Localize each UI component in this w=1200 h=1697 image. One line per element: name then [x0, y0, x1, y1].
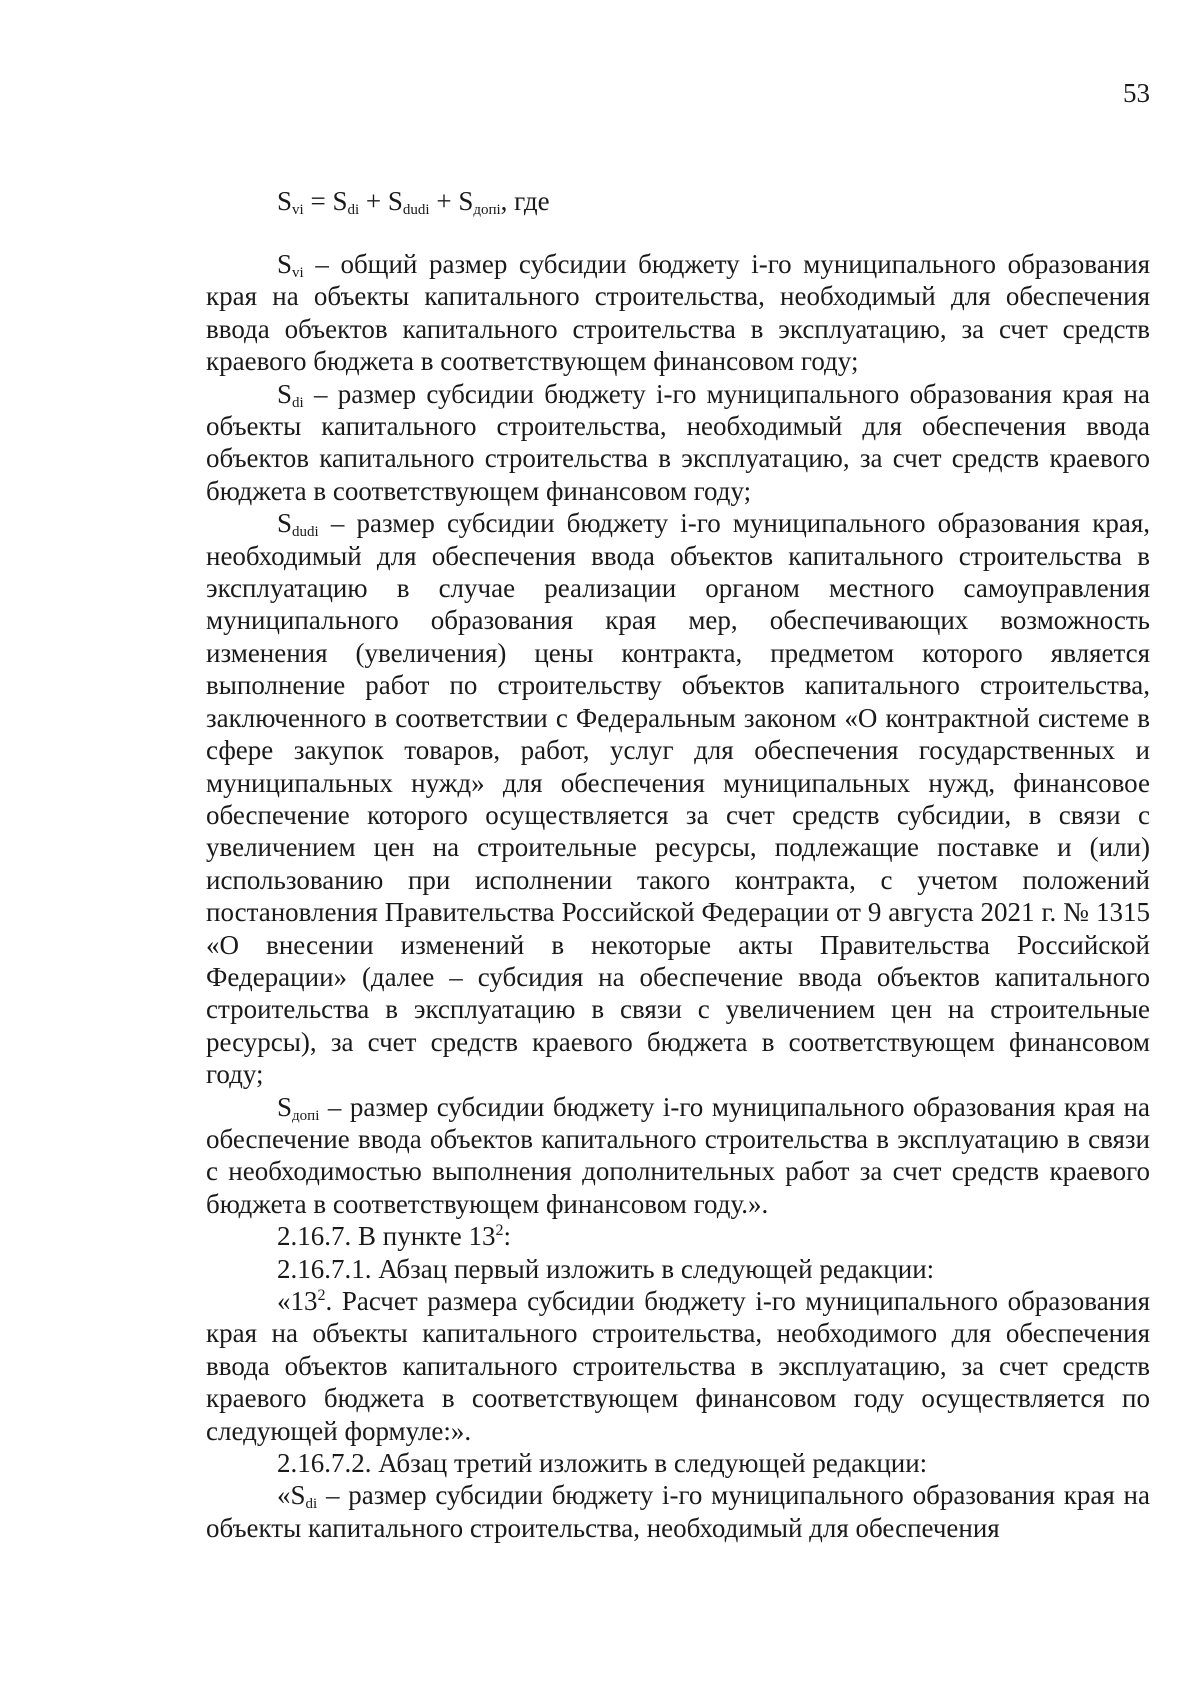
quote-text: . Расчет размера субсидии бюджету i-го муниципального образования края на объекты капитального строительства, необходимого для обеспечения ввода объектов капитального строительства в эксплуатацию, за счет средств краевого бюджета в соответствующем финансовом году осуществляется по следующей формуле:».	[206, 1286, 1150, 1446]
definition-symbol: S	[277, 378, 293, 409]
formula-tail: , где	[500, 186, 550, 216]
item-2-16-7-1	[206, 1253, 1150, 1285]
formula-term-2-subscript: dudi	[402, 202, 430, 218]
item-text: 2.16.7.1. Абзац первый изложить в следующей редакции:	[277, 1253, 935, 1284]
definition-svi	[206, 248, 1150, 378]
formula-plus-1: +	[359, 186, 388, 216]
formula-lhs: S	[277, 186, 293, 216]
page-number: 53	[1123, 78, 1150, 108]
definition-symbol: S	[277, 508, 293, 539]
definition-subscript: di	[292, 394, 304, 411]
formula-term-3-subscript: допi	[473, 202, 501, 218]
definition-sdopi	[206, 1091, 1150, 1221]
item-text: 2.16.7.2. Абзац третий изложить в следующей редакции:	[277, 1448, 928, 1479]
definition-text: – размер субсидии бюджету i-го муниципального образования края на объекты капитального строительства, необходимый для обеспечения ввода объектов капитального строительства в эксплуатацию, за счет средств краевого бюджета в соответствующем финансовом году;	[206, 378, 1150, 506]
item-2-16-7-2	[206, 1447, 1150, 1479]
formula-term-3: S	[458, 186, 474, 216]
definition-sdi	[206, 378, 1150, 508]
item-2-16-7	[206, 1220, 1150, 1252]
quote-paragraph-sdi	[206, 1479, 1150, 1544]
item-text: 2.16.7. В пункте 13	[277, 1221, 496, 1252]
item-tail: :	[503, 1221, 511, 1252]
definition-subscript: vi	[292, 265, 304, 281]
formula-term-2: S	[387, 186, 403, 216]
definition-text: – общий размер субсидии бюджету i-го муниципального образования края на объекты капитального строительства, необходимый для обеспечения ввода объектов капитального строительства в эксплуатацию, за счет средств краевого бюджета в соответствующем финансовом году;	[206, 249, 1150, 377]
definition-sdudi	[206, 507, 1150, 1090]
definition-subscript: dudi	[292, 524, 319, 541]
item-superscript: 2	[495, 1222, 504, 1240]
document-body	[206, 248, 1150, 1544]
formula-lhs-subscript: vi	[292, 202, 304, 218]
definition-text: – размер субсидии бюджету i-го муниципального образования края на обеспечение ввода объектов капитального строительства в эксплуатацию в связи с необходимостью выполнения дополнительных работ за счет средств краевого бюджета в соответствующем финансовом году.».	[206, 1091, 1150, 1219]
quote-text: – размер субсидии бюджету i-го муниципального образования края на объекты капитального строительства, необходимый для обеспечения	[206, 1480, 1150, 1543]
formula	[277, 186, 550, 217]
formula-plus-2: +	[429, 186, 459, 216]
quote-superscript: 2	[317, 1287, 326, 1304]
formula-equals: =	[303, 186, 333, 216]
quote-paragraph-13-2	[206, 1285, 1150, 1447]
definition-text: – размер субсидии бюджету i-го муниципального образования края, необходимый для обеспечения ввода объектов капитального строительства в эксплуатацию в случае реализации органом местного самоуправления муниципального образования края мер, обеспечивающих возможность изменения (увеличения) цены контракта, предметом которого является выполнение работ по строительству объектов капитального строительства, заключенного в соответствии с Федеральным законом «О контрактной системе в сфере закупок товаров, работ, услуг для обеспечения государственных и муниципальных нужд» для обеспечения муниципальных нужд, финансовое обеспечение которого осуществляется за счет средств субсидии, в связи с увеличением цен на строительные ресурсы, подлежащие поставке и (или) использованию при исполнении такого контракта, с учетом положений постановления Правительства Российской Федерации от 9 августа 2021 г. № 1315 «О внесении изменений в некоторые акты Правительства Российской Федерации» (далее – субсидия на обеспечение ввода объектов капитального строительства в эксплуатацию в связи с увеличением цен на строительные ресурсы), за счет средств краевого бюджета в соответствующем финансовом году;	[206, 508, 1150, 1090]
formula-term-1-subscript: di	[347, 202, 360, 218]
quote-open: «13	[277, 1286, 318, 1316]
formula-term-1: S	[332, 186, 348, 216]
definition-symbol: S	[277, 249, 293, 279]
quote-open: «S	[277, 1480, 306, 1511]
definition-subscript: допi	[292, 1107, 320, 1124]
quote-subscript: di	[305, 1496, 318, 1513]
definition-symbol: S	[277, 1091, 293, 1122]
